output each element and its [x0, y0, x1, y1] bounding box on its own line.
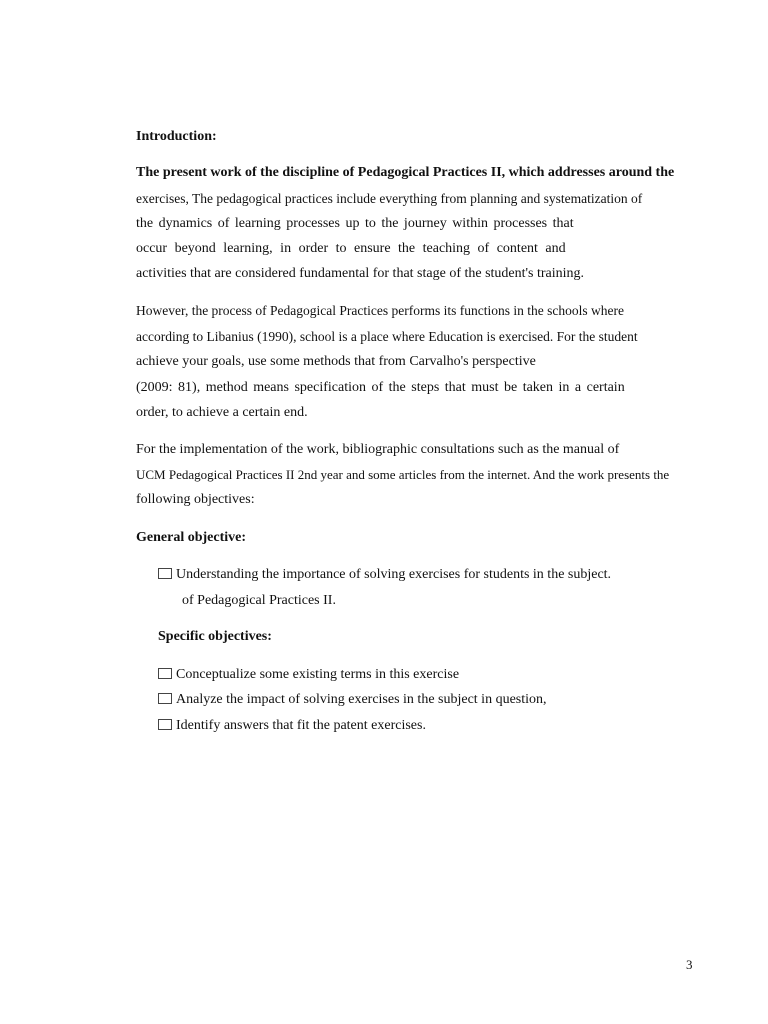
list-item	[158, 692, 547, 708]
list-item-text: Analyze the impact of solving exercises in the subject in question,	[176, 692, 547, 707]
missing-glyph-icon	[158, 668, 172, 679]
list-item-text: Conceptualize some existing terms in this exercise	[176, 667, 460, 682]
paragraph-line: the dynamics of learning processes up to the journey within processes that	[136, 216, 574, 231]
list-item	[158, 718, 426, 734]
paragraph-line: UCM Pedagogical Practices II 2nd year and some articles from the internet. And the work presents the	[136, 467, 670, 482]
paragraph-line: (2009: 81), method means specification of the steps that must be taken in a certain	[136, 380, 625, 395]
list-item-text: Identify answers that fit the patent exercises.	[176, 718, 426, 733]
page-number: 3	[686, 957, 693, 972]
paragraph-line: The present work of the discipline of Pedagogical Practices II, which addresses around the	[136, 165, 675, 180]
paragraph-line: exercises, The pedagogical practices include everything from planning and systematization of	[136, 191, 643, 206]
specific-objectives-heading: Specific objectives:	[158, 629, 272, 644]
paragraph-line: However, the process of Pedagogical Practices performs its functions in the schools where	[136, 303, 624, 318]
paragraph-line: following objectives:	[136, 492, 255, 507]
list-item	[158, 567, 611, 583]
missing-glyph-icon	[158, 693, 172, 704]
paragraph-line: according to Libanius (1990), school is a place where Education is exercised. For the student	[136, 329, 638, 344]
paragraph-line: For the implementation of the work, bibliographic consultations such as the manual of	[136, 442, 620, 457]
list-item	[158, 667, 459, 683]
paragraph-line: occur beyond learning, in order to ensure the teaching of content and	[136, 241, 566, 256]
paragraph-line: activities that are considered fundamental for that stage of the student's training.	[136, 266, 585, 281]
list-item-continuation: of Pedagogical Practices II.	[182, 593, 336, 608]
list-item-text: Understanding the importance of solving exercises for students in the subject.	[176, 567, 612, 582]
missing-glyph-icon	[158, 719, 172, 730]
paragraph-line: achieve your goals, use some methods that from Carvalho's perspective	[136, 354, 536, 369]
introduction-heading: Introduction:	[136, 129, 217, 144]
missing-glyph-icon	[158, 568, 172, 579]
general-objective-heading: General objective:	[136, 530, 247, 545]
paragraph-line: order, to achieve a certain end.	[136, 405, 308, 420]
